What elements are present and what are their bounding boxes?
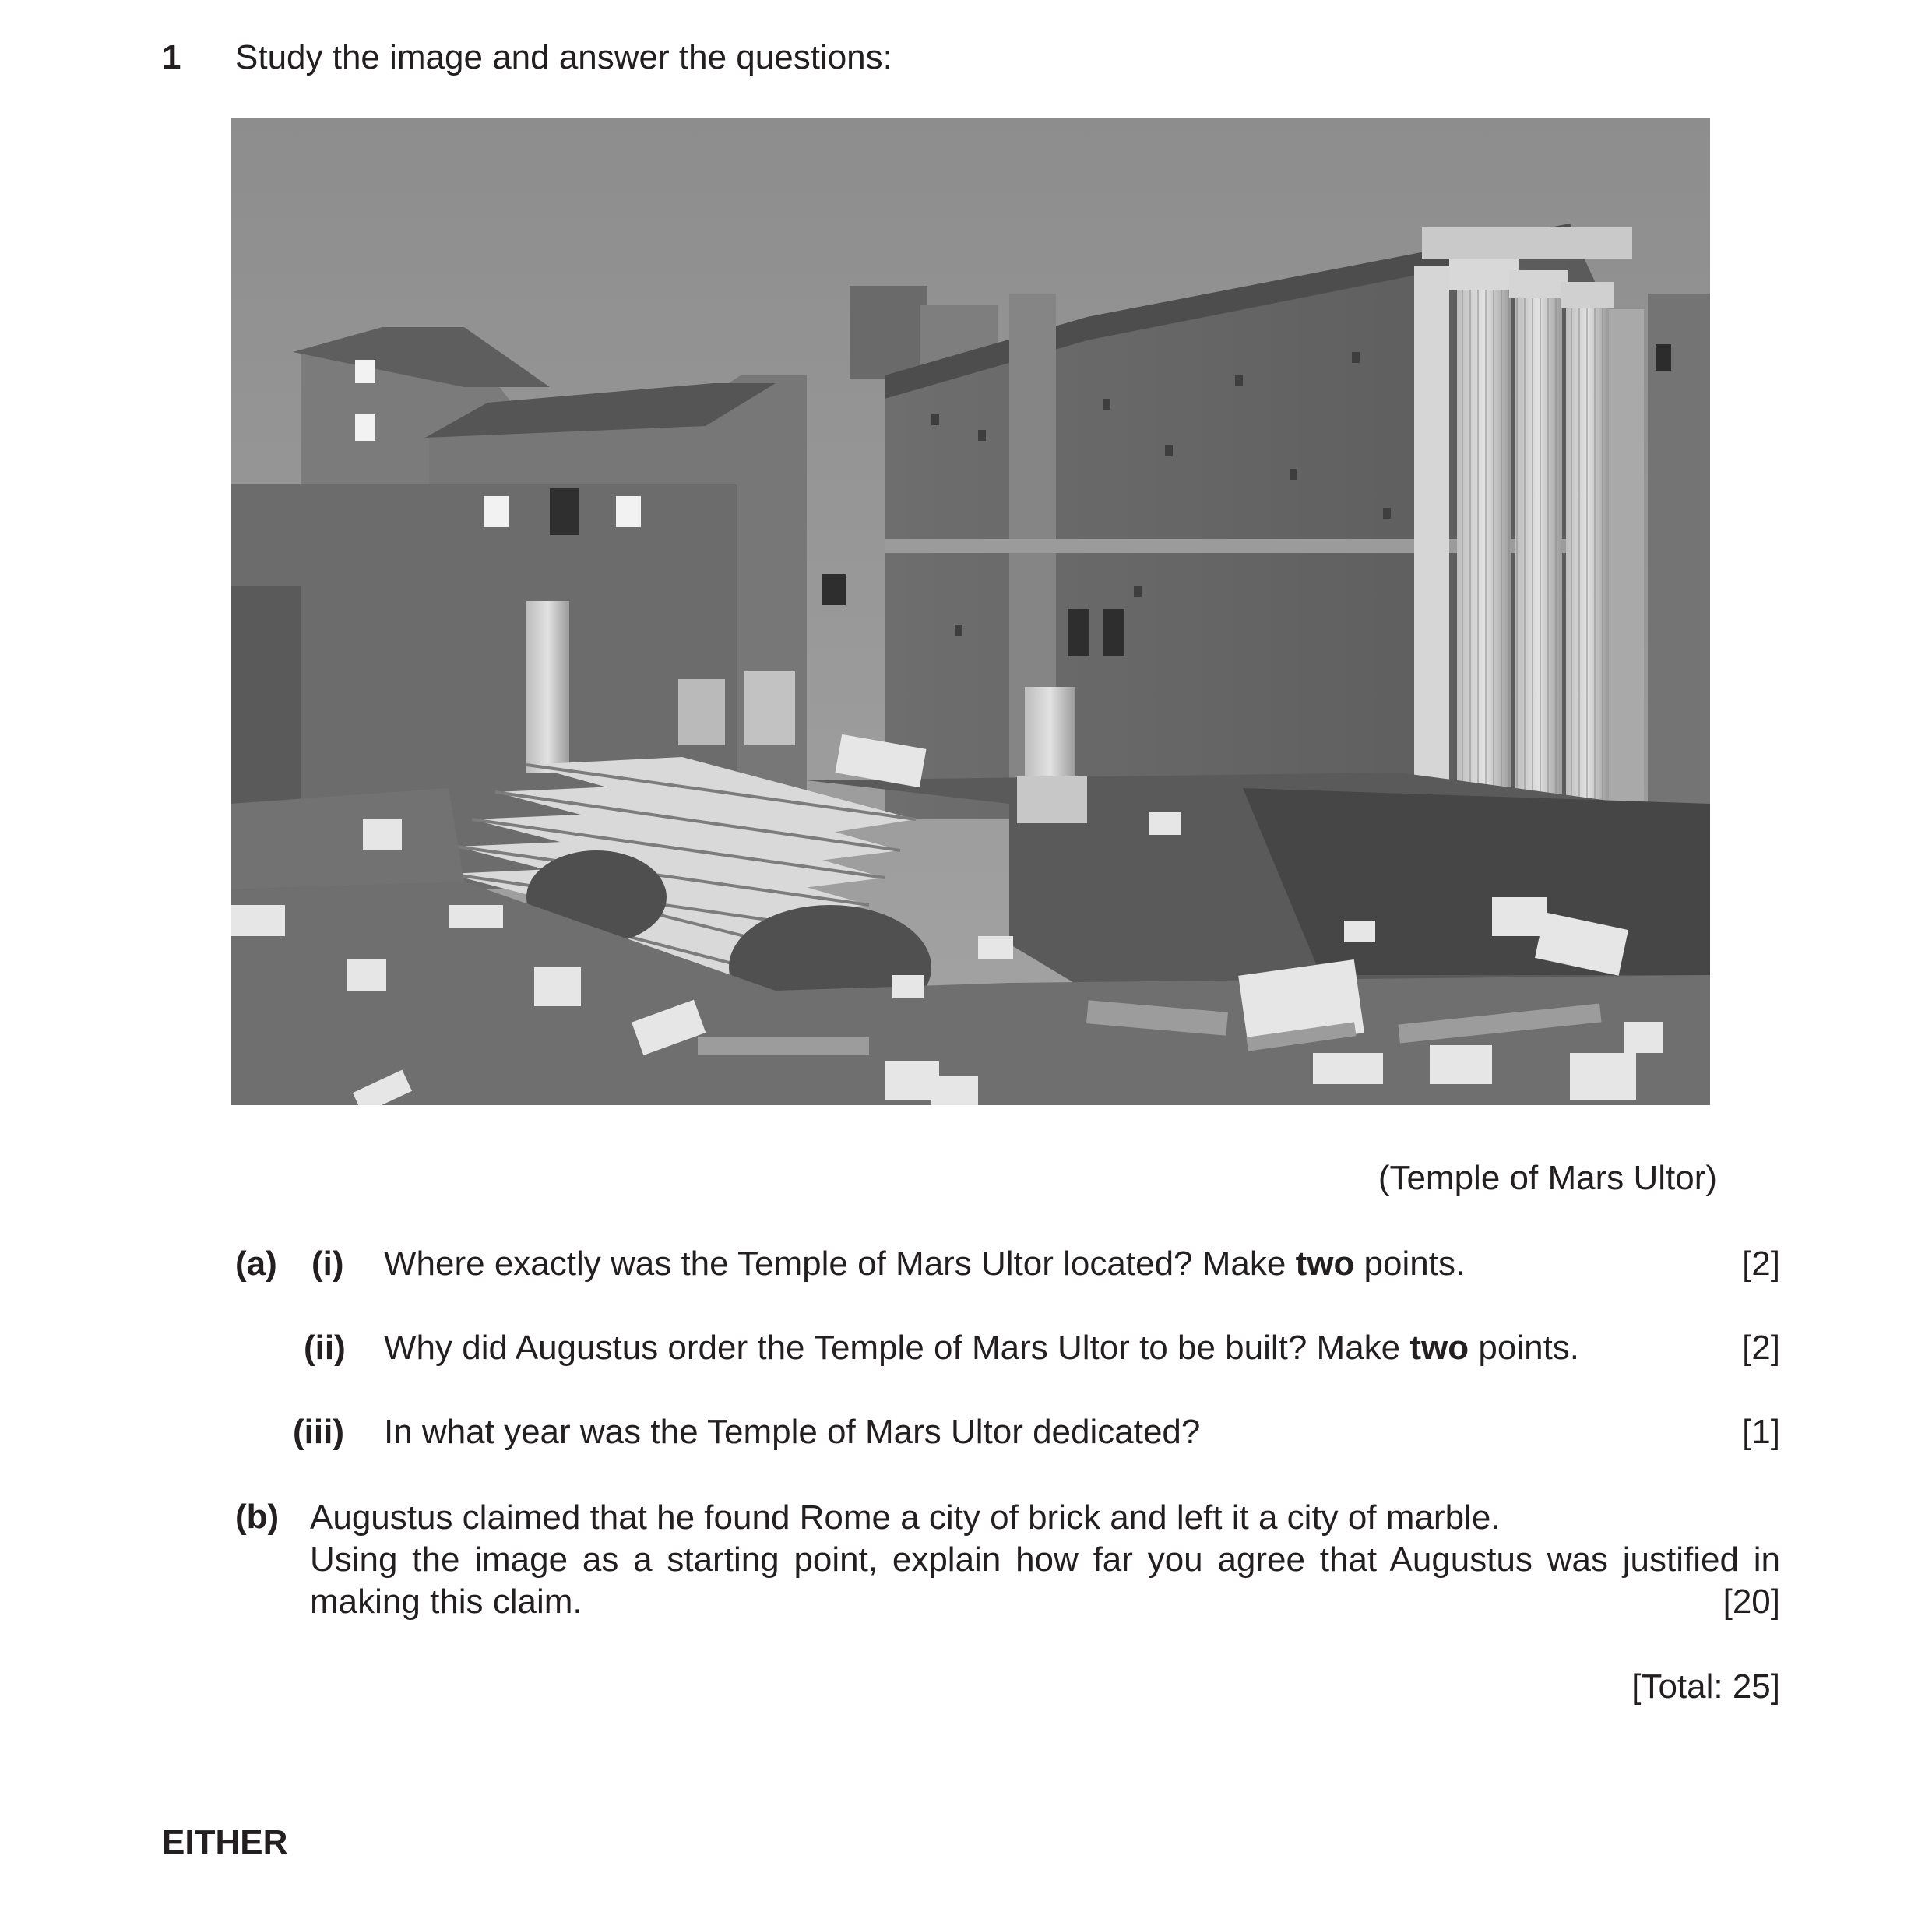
part-a-ii-text-after: points. [1469,1329,1580,1367]
part-a-i-question [384,1244,1465,1285]
either-heading: EITHER [162,1823,288,1861]
temple-of-mars-ultor-photo [231,118,1710,1105]
part-b-question [310,1497,1780,1623]
part-a-ii-emphasis: two [1409,1329,1469,1367]
question-intro: Study the image and answer the questions: [235,38,892,76]
part-a-i-mark: [2] [1742,1245,1780,1283]
part-a-i-text-before: Where exactly was the Temple of Mars Ultor located? Make [384,1245,1296,1283]
part-a-ii-question [384,1328,1579,1369]
part-b-label: (b) [235,1498,280,1536]
part-b-mark: [20] [1723,1583,1780,1621]
part-a-ii-text-before: Why did Augustus order the Temple of Mars Ultor to be built? Make [384,1329,1410,1367]
total-marks: [Total: 25] [1631,1667,1780,1706]
part-b-line-1: Augustus claimed that he found Rome a city of brick and left it a city of marble. [310,1498,1501,1537]
image-caption: (Temple of Mars Ultor) [1378,1159,1717,1197]
part-a-iii-question: In what year was the Temple of Mars Ultor dedicated? [384,1413,1201,1451]
part-a-iii-label: (iii) [293,1413,344,1451]
part-a-iii-mark: [1] [1742,1413,1780,1451]
question-number: 1 [162,38,181,76]
part-b-line-3 [310,1581,1780,1623]
part-a-i-emphasis: two [1295,1245,1355,1283]
part-a-label: (a) [235,1245,277,1283]
part-a-i-text-after: points. [1354,1245,1466,1283]
part-a-ii-mark: [2] [1742,1329,1780,1367]
part-b-line-3-text: making this claim. [310,1583,582,1621]
part-a-i-label: (i) [311,1245,344,1283]
part-b-line-2: Using the image as a starting point, explain how far you agree that Augustus was justified in [310,1540,1780,1579]
part-a-ii-label: (ii) [304,1329,346,1367]
